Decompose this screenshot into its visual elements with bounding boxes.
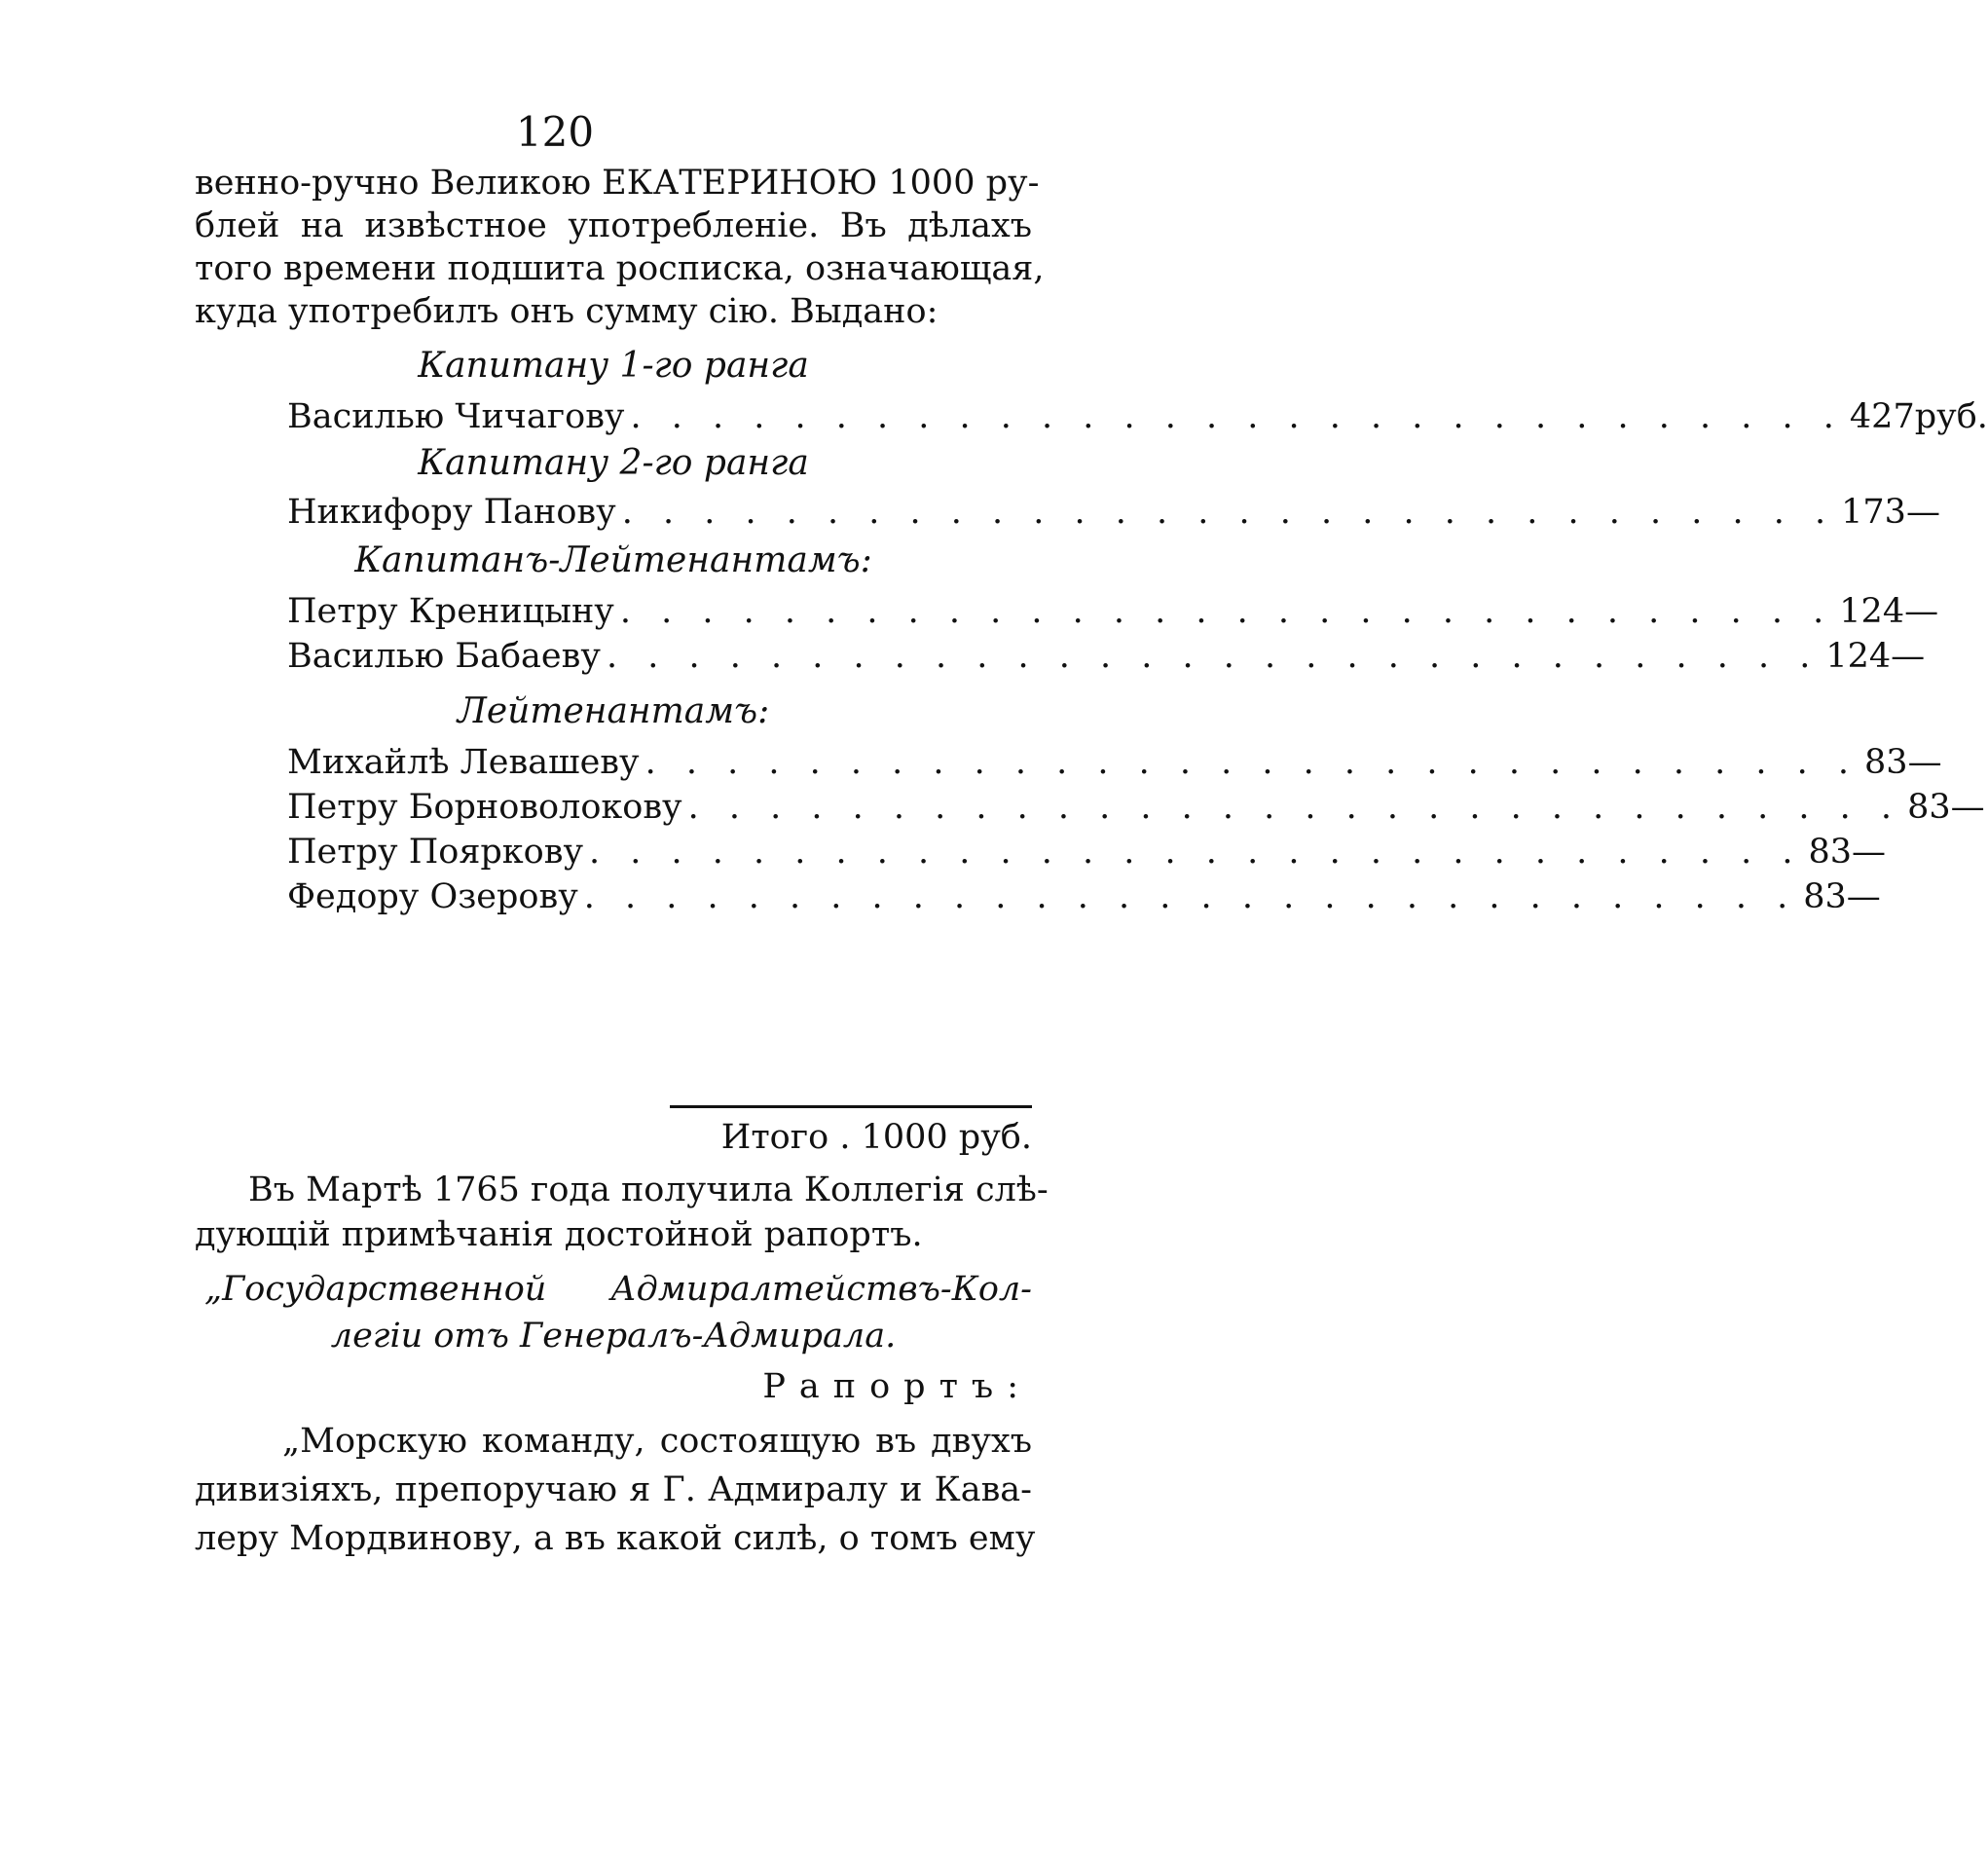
dot-leader: . . . . . . . . . . . . . . . . . . . . . . . . . . . . . . [606,637,1821,676]
total-line [584,1112,1032,1163]
recipient-name: Василью Бабаеву [287,637,601,676]
payment-entry [287,737,1942,788]
recipient-name: Никифору Панову [287,493,616,532]
payment-amount: 83 [1864,743,1908,782]
total-unit: руб. [958,1118,1032,1157]
rank-heading: Капитану 1-го ранга [418,346,809,386]
dot-leader: . . . . . . . . . . . . . . . . . . . . . . . . . . . . . . [687,788,1902,827]
payment-entry [287,827,1886,877]
text-line: дивизіяхъ, препоручаю я Г. Адмиралу и Кава- [195,1470,1032,1509]
payment-amount: 124 [1825,637,1892,676]
recipient-name: Петру Креницыну [287,592,614,631]
dot-leader: . . . . . . . . . . . . . . . . . . . . . . . . . . . . . . [619,592,1834,631]
total-amount: 1000 [861,1118,948,1157]
payment-unit: — [1907,743,1942,782]
rank-heading: Капитанъ-Лейтенантамъ: [354,540,872,580]
total-separator: . [839,1118,862,1157]
payment-amount: 173 [1841,493,1906,532]
text-line: „Морскую команду, состоящую въ двухъ [282,1422,1032,1461]
recipient-name: Михайлѣ Левашеву [287,743,640,782]
rank-heading: Капитану 2-го ранга [418,443,809,483]
payment-amount: 124 [1839,592,1905,631]
dot-leader: . . . . . . . . . . . . . . . . . . . . . . . . . . . . . . [589,833,1803,872]
total-label: Итого [720,1118,829,1157]
recipient-name: Федору Озерову [287,877,578,916]
payment-unit: — [1905,493,1940,532]
address-line: легіи отъ Генералъ-Адмирала. [330,1317,897,1356]
dot-leader: . . . . . . . . . . . . . . . . . . . . . . . . . . . . . . [630,397,1844,436]
payment-entry [287,631,1926,682]
payment-amount: 83 [1803,877,1847,916]
recipient-name: Василью Чичагову [287,397,625,436]
payment-entry [287,782,1985,833]
text-line: венно-ручно Великою ЕКАТЕРИНОЮ 1000 ру- [195,164,1040,203]
payment-unit: — [1950,788,1985,827]
text-line: леру Мордвинову, а въ какой силѣ, о томъ ему [195,1519,1036,1558]
payment-unit: руб. [1914,397,1988,436]
rank-heading: Лейтенантамъ: [457,691,770,731]
payment-unit: — [1852,833,1886,872]
dot-leader: . . . . . . . . . . . . . . . . . . . . . . . . . . . . . . [644,743,1859,782]
report-title: Рапортъ: [762,1367,1032,1406]
dot-leader: . . . . . . . . . . . . . . . . . . . . . . . . . . . . . . [583,877,1798,916]
text-line: Въ Мартѣ 1765 года получила Коллегія слѣ- [248,1171,1049,1209]
payment-entry [287,391,1988,442]
text-line: дующій примѣчанія достойной рапортъ. [195,1215,923,1254]
payment-entry [287,586,1939,637]
payment-unit: — [1904,592,1939,631]
payment-entry [287,872,1881,922]
payment-amount: 427 [1849,397,1915,436]
payment-amount: 83 [1808,833,1852,872]
text-line: того времени подшита роспиcка, означающая, [195,249,1045,288]
page-number: 120 [515,108,595,156]
payment-entry [287,487,1940,538]
text-line: куда употребилъ онъ сумму сію. Выдано: [195,292,939,331]
recipient-name: Петру Пояркову [287,833,584,872]
text-line: блей на извѣстное употребленіе. Въ дѣлахъ [195,206,1032,245]
total-rule [670,1105,1032,1108]
payment-amount: 83 [1907,788,1951,827]
dot-leader: . . . . . . . . . . . . . . . . . . . . . . . . . . . . . . [621,493,1836,532]
address-line: „Государственной Адмиралтействъ-Кол- [204,1270,1032,1309]
payment-unit: — [1891,637,1926,676]
payment-unit: — [1846,877,1881,916]
recipient-name: Петру Борноволокову [287,788,682,827]
